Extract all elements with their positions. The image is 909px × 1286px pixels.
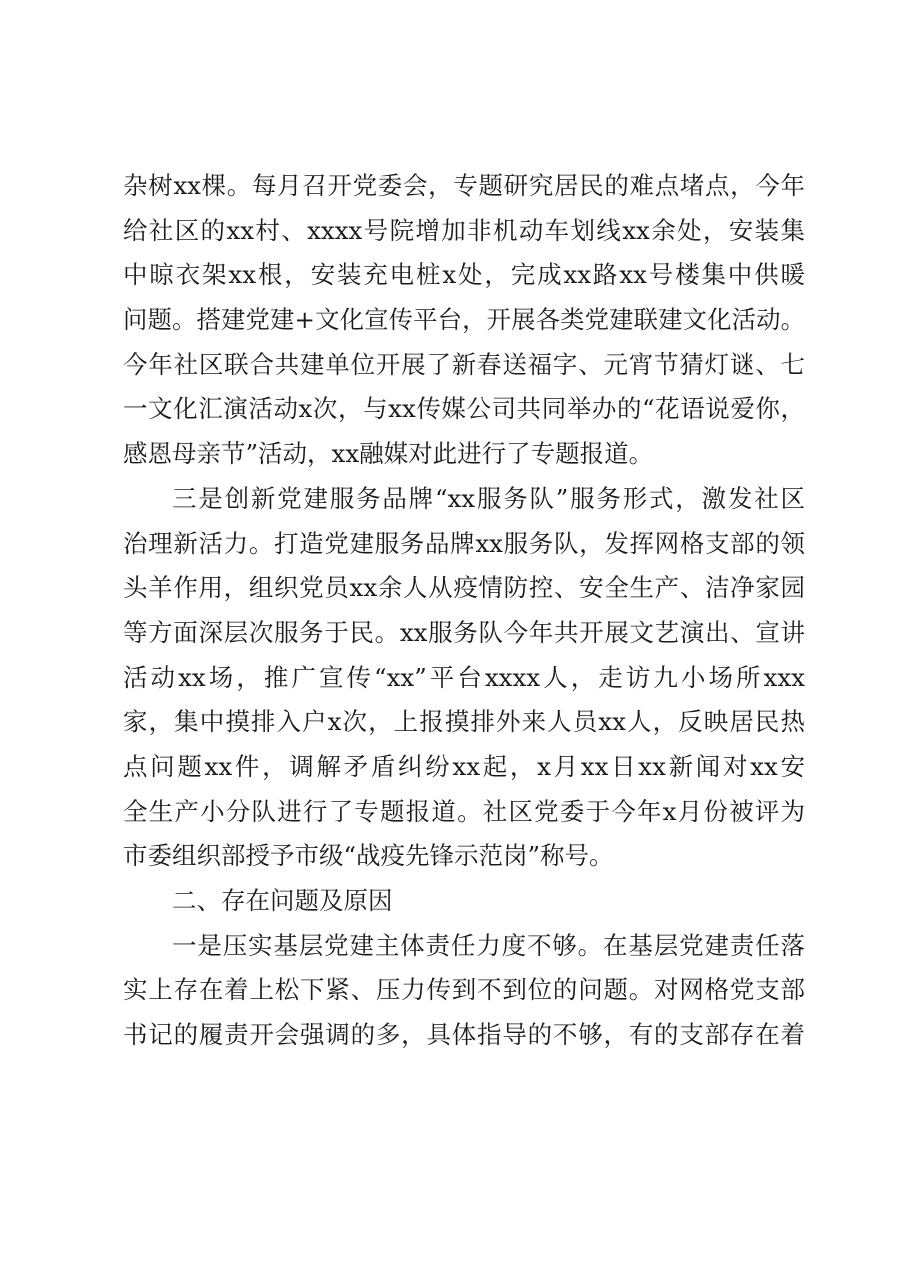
text-line: 家，集中摸排入户x次，上报摸排外来人员xx人，反映居民热	[123, 707, 805, 737]
paragraph-3	[123, 924, 805, 1058]
text-line: 书记的履责开会强调的多，具体指导的不够，有的支部存在着	[123, 1020, 805, 1050]
text-line: 给社区的xx村、xxxx号院增加非机动车划线xx余处，安装集	[123, 215, 805, 245]
text-line: 感恩母亲节”活动，xx融媒对此进行了专题报道。	[123, 439, 654, 469]
text-line: 全生产小分队进行了专题报道。社区党委于今年x月份被评为	[123, 796, 805, 826]
text-line: 杂树xx棵。每月召开党委会，专题研究居民的难点堵点，今年	[123, 171, 805, 200]
paragraph-1	[123, 164, 805, 477]
text-line: 活动xx场，推广宣传“xx”平台xxxx人，走访九小场所xxx	[123, 662, 805, 692]
text-line: 三是创新党建服务品牌“xx服务队”服务形式，激发社区	[172, 483, 805, 513]
text-line: 实上存在着上松下紧、压力传到不到位的问题。对网格党支部	[123, 975, 805, 1005]
section-heading	[123, 879, 805, 924]
text-line: 市委组织部授予市级“战疫先锋示范岗”称号。	[123, 841, 614, 871]
document-body	[123, 164, 805, 1058]
text-line: 头羊作用，组织党员xx余人从疫情防控、安全生产、洁净家园	[123, 573, 805, 603]
paragraph-2	[123, 477, 805, 879]
text-line: 今年社区联合共建单位开展了新春送福字、元宵节猜灯谜、七	[123, 349, 805, 379]
text-line: 中晾衣架xx根，安装充电桩x处，完成xx路xx号楼集中供暖	[123, 260, 805, 290]
section-heading-text: 二、存在问题及原因	[172, 886, 393, 915]
text-line: 治理新活力。打造党建服务品牌xx服务队，发挥网格支部的领	[123, 528, 805, 558]
text-line: 点问题xx件，调解矛盾纠纷xx起，x月xx日xx新闻对xx安	[123, 751, 805, 781]
text-line: 一是压实基层党建主体责任力度不够。在基层党建责任落	[172, 930, 805, 960]
text-line: 等方面深层次服务于民。xx服务队今年共开展文艺演出、宣讲	[123, 617, 805, 647]
text-line: 一文化汇演活动x次，与xx传媒公司共同举办的“花语说爱你，	[123, 394, 805, 424]
text-line: 问题。搭建党建+文化宣传平台，开展各类党建联建文化活动。	[123, 305, 805, 335]
